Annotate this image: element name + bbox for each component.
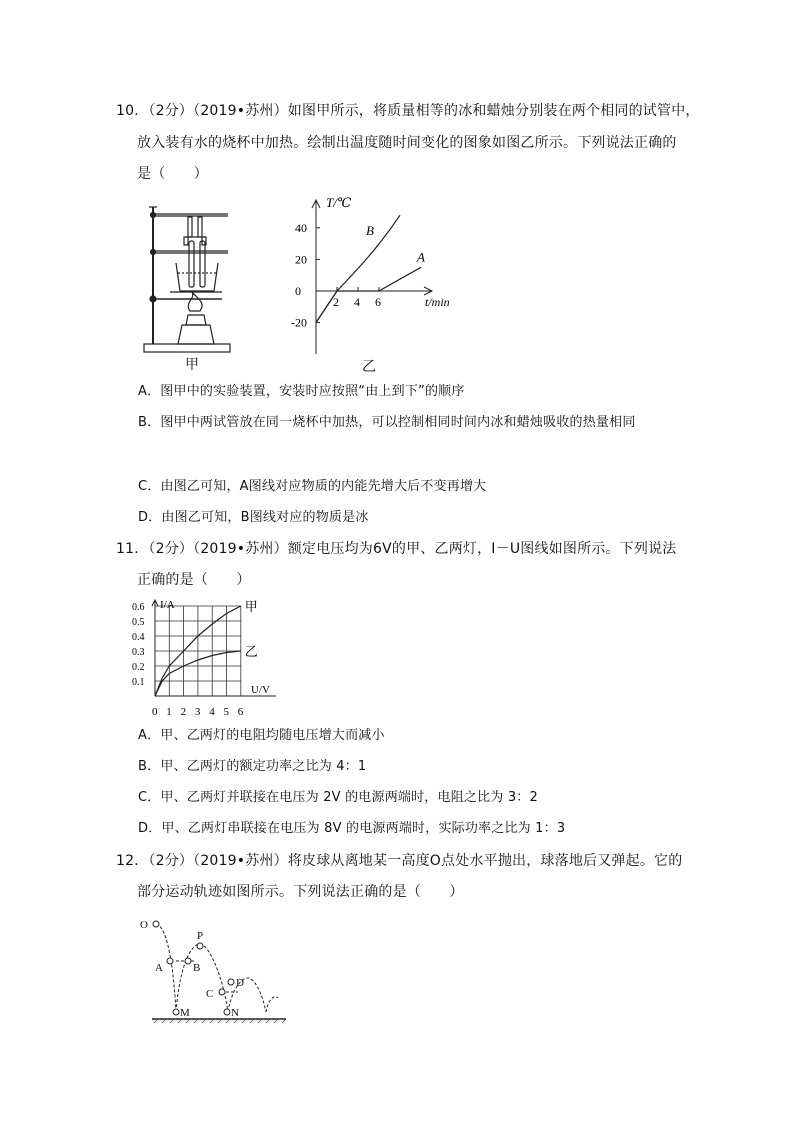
q11-option-a[interactable]: A．甲、乙两灯的电阻均随电压增大而减小: [138, 728, 385, 743]
y-tick-label-20: 20: [295, 252, 307, 267]
apparatus-figure: [140, 203, 240, 375]
q11-stem-line1: 11．（2分）（2019•苏州）额定电压均为6V的甲、乙两灯，I－U图线如图所示。下列说法: [116, 541, 677, 557]
x-tick-label-1: 1: [166, 706, 172, 718]
y-tick-label--20: -20: [291, 315, 307, 330]
figure-jia-caption: 甲: [185, 357, 200, 373]
label-o: O: [140, 919, 148, 931]
series-label-yi: 乙: [244, 644, 258, 659]
q10-option-c[interactable]: C．由图乙可知，A图线对应物质的内能先增大后不变再增大: [138, 479, 487, 494]
ball-position-b: [185, 958, 191, 964]
ball-position-p: [197, 943, 203, 949]
x-tick-label-0: 0: [152, 706, 158, 718]
x-tick-label-5: 5: [223, 706, 229, 718]
label-a: A: [155, 962, 163, 974]
q12-stem-line2: 部分运动轨迹如图所示。下列说法正确的是（ ）: [137, 884, 464, 900]
series-label-B: B: [366, 223, 374, 239]
q12-stem-line1: 12．（2分）（2019•苏州）将皮球从离地某一高度O点处水平抛出，球落地后又弹起。它的: [116, 853, 683, 869]
y-tick-label-0.4: 0.4: [132, 632, 145, 643]
y-axis-label: I/A: [160, 599, 175, 611]
q10-stem-line1: 10．（2分）（2019•苏州）如图甲所示，将质量相等的冰和蜡烛分别装在两个相同的试管中，: [116, 103, 700, 119]
y-tick-label-0: 0: [295, 284, 301, 298]
q10-stem-line2: 放入装有水的烧杯中加热。绘制出温度随时间变化的图象如图乙所示。下列说法正确的: [137, 135, 677, 151]
label-m: M: [180, 1007, 190, 1019]
x-tick-label-2: 2: [180, 706, 187, 718]
y-tick-label-0.1: 0.1: [132, 677, 145, 688]
label-d: D: [236, 977, 244, 989]
y-axis-label: T/℃: [326, 195, 352, 210]
trajectory-first-bounce: [176, 944, 228, 1012]
ball-position-a: [167, 958, 173, 964]
ball-position-n: [224, 1009, 230, 1015]
q10-option-d[interactable]: D．由图乙可知，B图线对应的物质是冰: [138, 510, 369, 525]
q11-option-b[interactable]: B．甲、乙两灯的额定功率之比为 4：1: [138, 759, 367, 774]
current-voltage-chart: [130, 596, 280, 720]
q11-option-d[interactable]: D．甲、乙两灯串联接在电压为 8V 的电源两端时，实际功率之比为 1：3: [138, 821, 566, 836]
x-tick-label-6: 6: [375, 295, 381, 309]
label-b: B: [193, 962, 201, 974]
trajectory-third-bounce: [266, 997, 278, 1012]
series-label-jia: 甲: [244, 599, 258, 614]
x-tick-label-6: 6: [237, 706, 244, 718]
series-label-A: A: [417, 249, 425, 265]
y-tick-label-0.6: 0.6: [132, 602, 145, 613]
y-tick-label-0.5: 0.5: [132, 617, 145, 628]
x-tick-label-4: 4: [209, 706, 215, 718]
ball-position-d: [228, 979, 234, 985]
label-n: N: [231, 1007, 239, 1019]
temperature-time-chart: [284, 192, 474, 372]
ball-position-o: [153, 921, 159, 927]
series-A-line: [316, 267, 421, 322]
ball-position-m: [173, 1009, 179, 1015]
label-c: C: [206, 988, 214, 1000]
q11-stem-line2: 正确的是（ ）: [137, 572, 251, 588]
q11-option-c[interactable]: C．甲、乙两灯并联接在电压为 2V 的电源两端时，电阻之比为 3：2: [138, 790, 538, 805]
ball-trajectory-figure: [138, 912, 290, 1024]
y-tick-label-0.2: 0.2: [132, 662, 145, 673]
figure-yi-caption: 乙: [362, 359, 377, 375]
q10-option-a[interactable]: A．图甲中的实验装置，安装时应按照“由上到下”的顺序: [138, 384, 465, 399]
ball-position-c: [219, 989, 225, 995]
x-tick-label-2: 2: [333, 295, 339, 309]
x-tick-label-3: 3: [194, 706, 201, 718]
q10-stem-line3: 是（ ）: [137, 166, 208, 182]
y-tick-label-0.3: 0.3: [132, 647, 145, 658]
x-axis-label: t/min: [425, 295, 450, 309]
x-axis-label: U/V: [251, 684, 270, 696]
x-tick-label-4: 4: [354, 295, 360, 309]
q10-option-b[interactable]: B．图甲中两试管放在同一烧杯中加热，可以控制相同时间内冰和蜡烛吸收的热量相同: [138, 415, 636, 430]
label-p: P: [197, 930, 204, 942]
y-tick-label-40: 40: [295, 220, 307, 235]
